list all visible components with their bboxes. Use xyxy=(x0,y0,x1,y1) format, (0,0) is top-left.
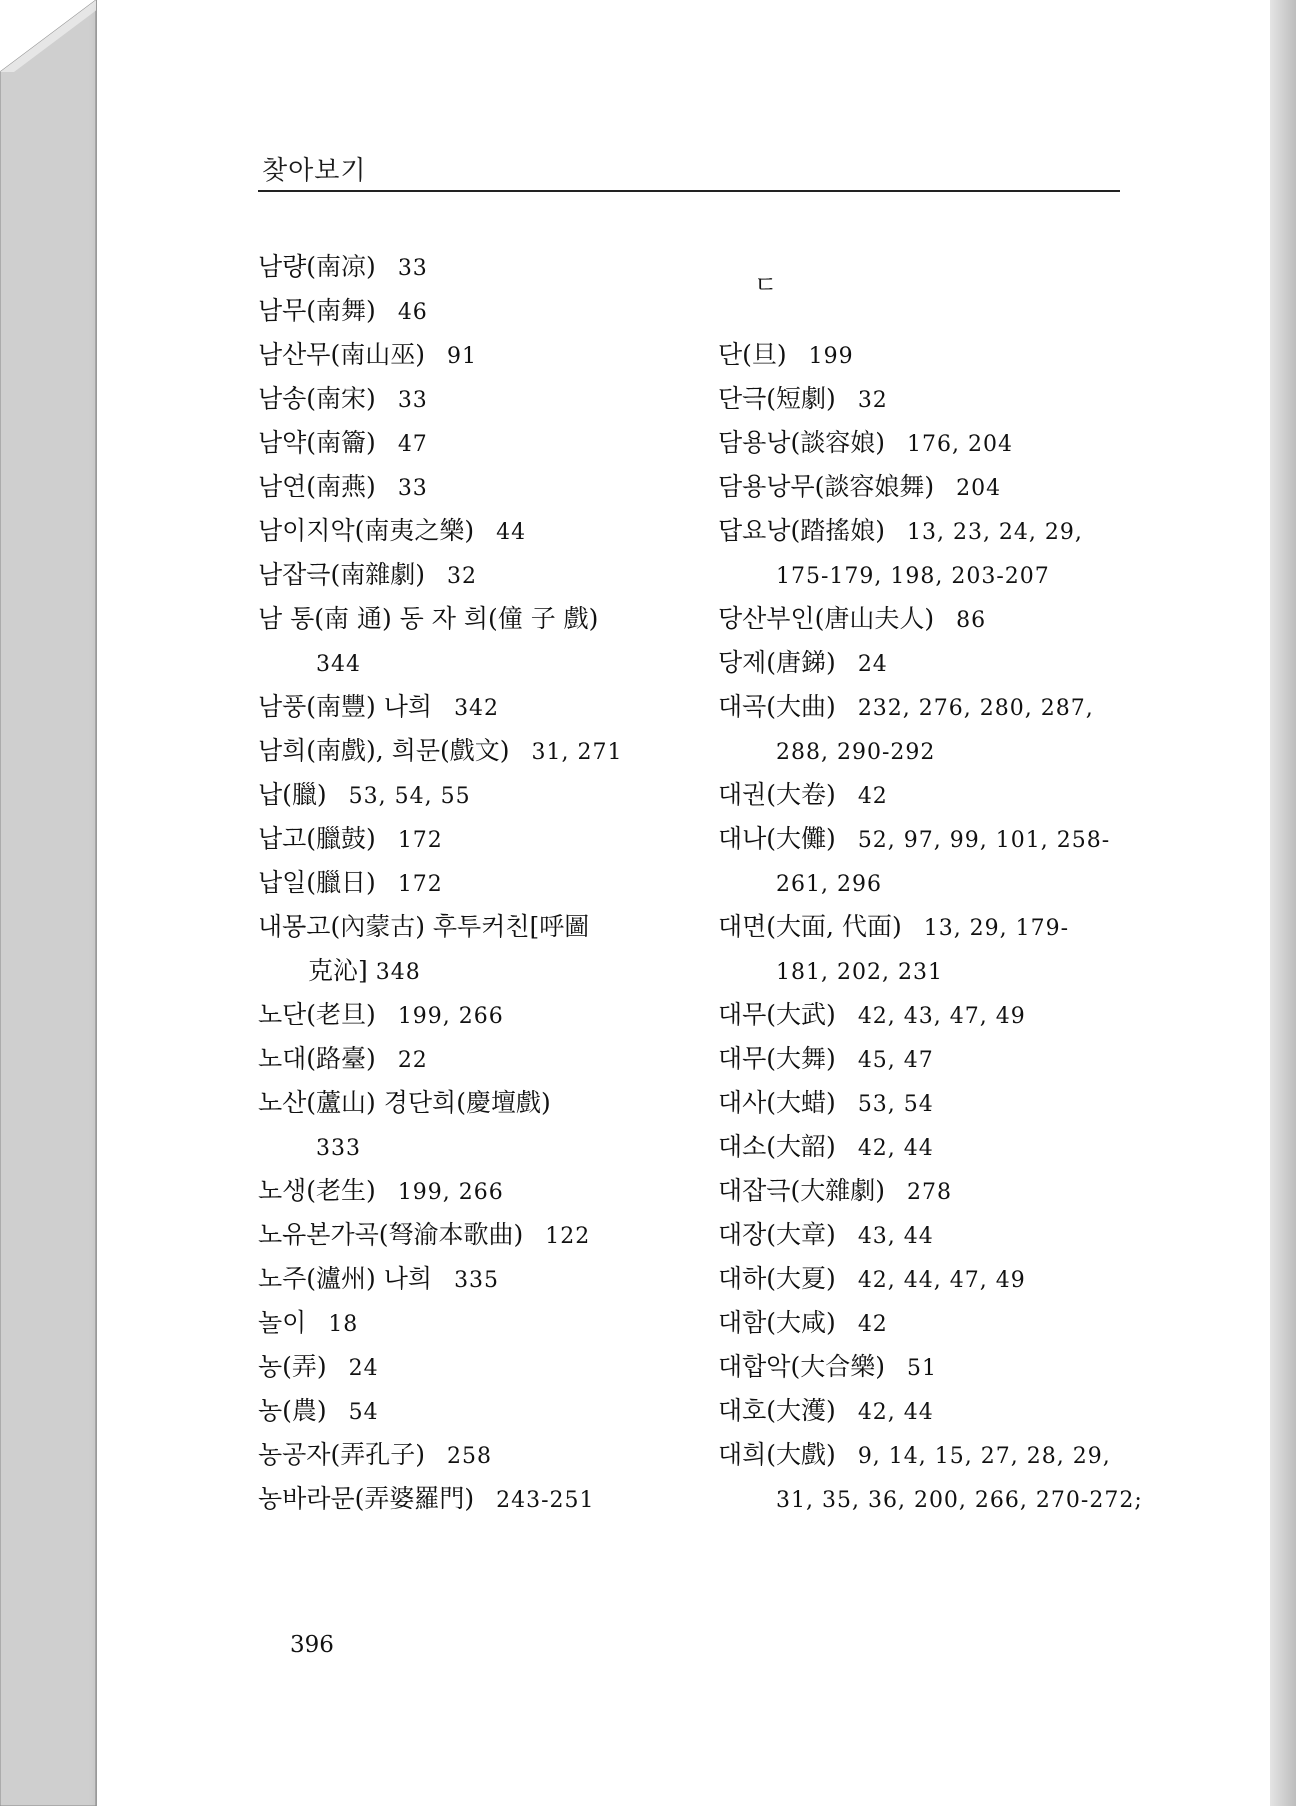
index-entry xyxy=(258,685,678,729)
entry-pages: 243-251 xyxy=(496,1488,595,1513)
entry-pages: 42 xyxy=(857,784,888,809)
index-entry xyxy=(718,1301,1138,1345)
entry-term: 당제(唐銻) xyxy=(718,648,836,677)
entry-term: 노산(蘆山) 경단희(慶壇戲) xyxy=(258,1088,551,1117)
index-entry xyxy=(718,861,1138,905)
entry-pages: 278 xyxy=(906,1180,952,1205)
index-column-left xyxy=(258,245,678,1521)
entry-pages: 32 xyxy=(857,388,888,413)
entry-term: 대무(大武) xyxy=(718,1000,836,1029)
index-entry xyxy=(718,1125,1138,1169)
entry-pages: 172 xyxy=(397,872,443,897)
index-entry xyxy=(718,553,1138,597)
index-entry xyxy=(718,377,1138,421)
entry-pages: 42, 44 xyxy=(857,1400,934,1425)
index-entry xyxy=(258,773,678,817)
index-entry xyxy=(258,993,678,1037)
entry-pages: 51 xyxy=(906,1356,937,1381)
index-entry xyxy=(258,861,678,905)
entry-term: 남희(南戲), 희문(戲文) xyxy=(258,736,510,765)
entry-term: 대권(大卷) xyxy=(718,780,836,809)
entry-term: 농(農) xyxy=(258,1396,327,1425)
index-entry xyxy=(718,597,1138,641)
entry-pages: 22 xyxy=(397,1048,428,1073)
index-entry xyxy=(258,1213,678,1257)
entry-pages: 31, 271 xyxy=(531,740,623,765)
entry-term: 노생(老生) xyxy=(258,1176,376,1205)
entry-pages: 199, 266 xyxy=(397,1180,504,1205)
index-entry xyxy=(258,1257,678,1301)
index-entries-right xyxy=(718,333,1143,1521)
entry-pages: 45, 47 xyxy=(857,1048,934,1073)
entry-pages: 175-179, 198, 203-207 xyxy=(776,564,1050,589)
index-entry xyxy=(258,817,678,861)
index-entry xyxy=(258,1301,678,1345)
index-entry xyxy=(258,1037,678,1081)
index-entry xyxy=(258,597,678,641)
entry-pages: 13, 29, 179- xyxy=(923,916,1070,941)
index-entry xyxy=(718,1213,1138,1257)
header-title: 찾아보기 xyxy=(262,156,367,186)
entry-term: 단(旦) xyxy=(718,340,787,369)
entry-term: 담용낭무(談容娘舞) xyxy=(718,472,935,501)
entry-term: 노단(老旦) xyxy=(258,1000,376,1029)
index-entry xyxy=(718,465,1138,509)
index-entry xyxy=(258,641,678,685)
entry-term: 대하(大夏) xyxy=(718,1264,836,1293)
index-entry xyxy=(718,1081,1138,1125)
entry-term: 대함(大咸) xyxy=(718,1308,836,1337)
entry-term: 대잡극(大雜劇) xyxy=(718,1176,885,1205)
index-entry xyxy=(718,1257,1138,1301)
entry-term: 농공자(弄孔子) xyxy=(258,1440,425,1469)
index-entry xyxy=(718,421,1138,465)
entry-pages: 42, 44 xyxy=(857,1136,934,1161)
entry-term: 대곡(大曲) xyxy=(718,692,836,721)
entry-pages: 9, 14, 15, 27, 28, 29, xyxy=(857,1444,1111,1469)
index-entry xyxy=(258,333,678,377)
entry-pages: 33 xyxy=(397,388,428,413)
index-entry xyxy=(258,1389,678,1433)
entry-pages: 33 xyxy=(397,256,428,281)
entry-term: 납일(臘日) xyxy=(258,868,376,897)
running-header xyxy=(258,148,1120,192)
index-entry xyxy=(258,1125,678,1169)
index-entry xyxy=(718,1345,1138,1389)
index-entry xyxy=(258,1433,678,1477)
entry-term: 대무(大舞) xyxy=(718,1044,836,1073)
entry-pages: 333 xyxy=(316,1136,361,1161)
entry-term: 남무(南舞) xyxy=(258,296,376,325)
entry-term: 남량(南凉) xyxy=(258,252,376,281)
entry-pages: 53, 54, 55 xyxy=(348,784,471,809)
entry-term: 대사(大蜡) xyxy=(718,1088,836,1117)
entry-pages: 181, 202, 231 xyxy=(776,960,943,985)
entry-pages: 199 xyxy=(808,344,854,369)
entry-pages: 52, 97, 99, 101, 258- xyxy=(857,828,1111,853)
entry-pages: 204 xyxy=(956,476,1002,501)
entry-pages: 31, 35, 36, 200, 266, 270-272; xyxy=(776,1488,1143,1513)
entry-term: 대희(大戲) xyxy=(718,1440,836,1469)
entry-pages: 43, 44 xyxy=(857,1224,934,1249)
index-entry xyxy=(258,1477,678,1521)
index-entry xyxy=(258,289,678,333)
entry-pages: 342 xyxy=(454,696,500,721)
entry-term: 남산무(南山巫) xyxy=(258,340,425,369)
index-entry xyxy=(258,421,678,465)
entry-term: 남풍(南豐) 나희 xyxy=(258,692,433,721)
entry-term: 담용낭(談容娘) xyxy=(718,428,885,457)
entry-pages: 33 xyxy=(397,476,428,501)
index-entry xyxy=(258,949,678,993)
entry-term: 농바라문(弄婆羅門) xyxy=(258,1484,475,1513)
index-entry xyxy=(258,465,678,509)
entry-term: 남연(南燕) xyxy=(258,472,376,501)
entry-term: 단극(短劇) xyxy=(718,384,836,413)
entry-pages: 344 xyxy=(316,652,361,677)
index-entry xyxy=(718,1433,1138,1477)
entry-pages: 288, 290-292 xyxy=(776,740,936,765)
entry-term: 노주(瀘州) 나희 xyxy=(258,1264,433,1293)
entry-pages: 44 xyxy=(496,520,527,545)
index-entry xyxy=(258,245,678,289)
entry-term: 답요낭(踏搖娘) xyxy=(718,516,885,545)
entry-pages: 24 xyxy=(348,1356,379,1381)
entry-pages: 91 xyxy=(446,344,477,369)
entry-pages: 42, 44, 47, 49 xyxy=(857,1268,1026,1293)
entry-term: 克沁] xyxy=(308,956,368,985)
entry-pages: 335 xyxy=(454,1268,500,1293)
entry-term: 대소(大韶) xyxy=(718,1132,836,1161)
page-edge-shadow xyxy=(1270,0,1296,1806)
entry-pages: 199, 266 xyxy=(397,1004,504,1029)
entry-term: 남 통(南 通) 동 자 희(僮 子 戲) xyxy=(258,604,599,633)
entry-pages: 54 xyxy=(348,1400,379,1425)
entry-pages: 42 xyxy=(857,1312,888,1337)
entry-term: 남이지악(南夷之樂) xyxy=(258,516,475,545)
index-entry xyxy=(718,993,1138,1037)
entry-pages: 172 xyxy=(397,828,443,853)
index-entry xyxy=(718,641,1138,685)
entry-term: 남약(南籥) xyxy=(258,428,376,457)
entry-term: 노유본가곡(弩渝本歌曲) xyxy=(258,1220,524,1249)
index-entry xyxy=(718,509,1138,553)
index-entry xyxy=(258,1345,678,1389)
entry-term: 대면(大面, 代面) xyxy=(718,912,902,941)
entry-pages: 232, 276, 280, 287, xyxy=(857,696,1094,721)
entry-term: 남송(南宋) xyxy=(258,384,376,413)
index-entry xyxy=(718,1477,1143,1521)
entry-term: 대합악(大合樂) xyxy=(718,1352,885,1381)
index-entry xyxy=(718,773,1138,817)
entry-pages: 46 xyxy=(397,300,428,325)
index-entry xyxy=(258,509,678,553)
index-entry xyxy=(258,905,678,949)
entry-pages: 176, 204 xyxy=(906,432,1013,457)
entry-pages: 258 xyxy=(446,1444,492,1469)
entry-term: 대나(大儺) xyxy=(718,824,836,853)
section-letter: ㄷ xyxy=(754,271,778,299)
entry-term: 놀이 xyxy=(258,1308,307,1337)
entry-term: 농(弄) xyxy=(258,1352,327,1381)
entry-term: 내몽고(內蒙古) 후투커친[呼圖 xyxy=(258,912,590,941)
entry-pages: 261, 296 xyxy=(776,872,882,897)
index-entry xyxy=(718,729,1138,773)
entry-pages: 13, 23, 24, 29, xyxy=(906,520,1083,545)
entry-pages: 348 xyxy=(375,960,421,985)
index-entry xyxy=(718,905,1138,949)
index-entry xyxy=(718,817,1138,861)
index-entry xyxy=(718,333,1138,377)
entry-pages: 122 xyxy=(545,1224,591,1249)
entry-pages: 24 xyxy=(857,652,888,677)
entry-pages: 42, 43, 47, 49 xyxy=(857,1004,1026,1029)
entry-pages: 47 xyxy=(397,432,428,457)
entry-pages: 86 xyxy=(956,608,987,633)
index-entry xyxy=(258,377,678,421)
entry-term: 납고(臘鼓) xyxy=(258,824,376,853)
index-entry xyxy=(258,553,678,597)
entry-term: 납(臘) xyxy=(258,780,327,809)
entry-term: 남잡극(南雜劇) xyxy=(258,560,425,589)
page-number: 396 xyxy=(290,1632,334,1658)
entry-term: 당산부인(唐山夫人) xyxy=(718,604,935,633)
index-column-right xyxy=(718,245,1143,1521)
entry-term: 노대(路臺) xyxy=(258,1044,376,1073)
index-entry xyxy=(718,949,1138,993)
entry-pages: 32 xyxy=(446,564,477,589)
index-entry xyxy=(718,1389,1138,1433)
index-entry xyxy=(718,1037,1138,1081)
index-entry xyxy=(258,1169,678,1213)
index-entry xyxy=(718,1169,1138,1213)
entry-pages: 18 xyxy=(328,1312,359,1337)
entry-term: 대호(大濩) xyxy=(718,1396,836,1425)
entry-pages: 53, 54 xyxy=(857,1092,934,1117)
index-entry xyxy=(718,685,1138,729)
index-entry xyxy=(258,1081,678,1125)
entry-term: 대장(大章) xyxy=(718,1220,836,1249)
index-entry xyxy=(258,729,678,773)
